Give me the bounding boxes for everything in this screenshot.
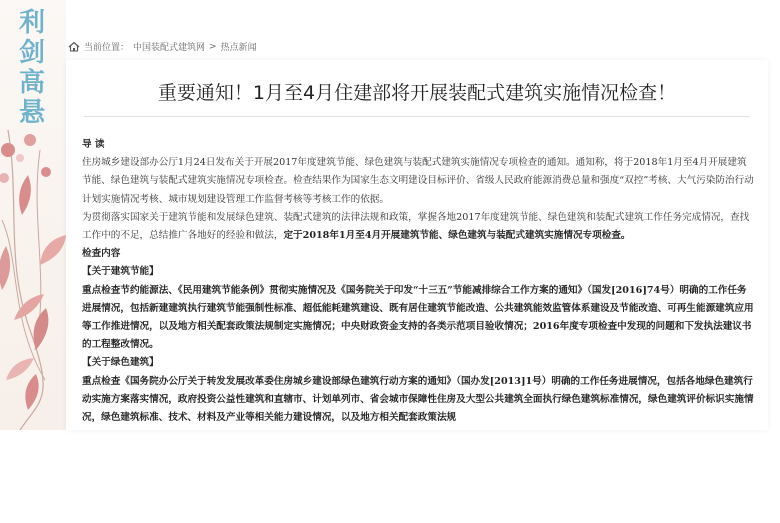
- side-title: [14, 8, 50, 128]
- lead-paragraph-emphasis: 定于2018年1月至4月开展建筑节能、绿色建筑与装配式建筑实施情况专项检查。: [283, 230, 631, 242]
- breadcrumb: [68, 40, 257, 53]
- lead-paragraph-text: 为贯彻落实国家关于建筑节能和发展绿色建筑、装配式建筑的法律法规和政策，掌握各地2017年度建筑节能、绿色建筑和装配式建筑工作任务完成情况，查找工作中的不足，总结推广各地好的经验和做法，: [82, 211, 750, 242]
- subsection-text: 重点检查《国务院办公厅关于转发发展改革委住房城乡建设部绿色建筑行动方案的通知》（国办发[2013]1号）明确的工作任务进展情况，包括各地绿色建筑行动实施方案落实情况，政府投资公益性建筑和直辖市、计划单列市、省会城市保障性住房及大型公共建筑全面执行绿色建筑标准情况，绿色建筑评价标识实施情况，绿色建筑标准、技术、材料及产业等相关能力建设情况，以及地方相关配套政策法规: [82, 375, 754, 424]
- side-banner: [0, 0, 66, 430]
- side-title-char: 悬: [18, 98, 45, 128]
- lead-paragraph: 住房城乡建设部办公厅1月24日发布关于开展2017年度建筑节能、绿色建筑与装配式建筑实施情况专项检查的通知。通知称，将于2018年1月至4月开展建筑节能、绿色建筑与装配式建筑实施情况专项检查。检查结果作为国家生态文明建设目标评价、省级人民政府能源消费总量和强度“双控”考核、大气污染防治行动计划实施情况考核、城市规划建设管理工作监督考核等考核工作的依据。: [82, 157, 754, 205]
- side-title-char: 剑: [18, 38, 45, 68]
- subsection-heading: 【关于建筑节能】: [82, 266, 159, 278]
- side-title-char: 高: [18, 68, 45, 98]
- breadcrumb-separator: >: [209, 41, 217, 52]
- home-icon[interactable]: [68, 41, 80, 52]
- subsection-text: 重点检查节约能源法、《民用建筑节能条例》贯彻实施情况及《国务院关于印发“十三五”节能减排综合工作方案的通知》（国发[2016]74号）明确的工作任务进展情况，包括新建建筑执行建筑节能强制性标准、超低能耗建筑建设、既有居住建筑节能改造、公共建筑能效监管体系建设及节能改造、可再生能源建筑应用等工作推进情况，以及地方相关配套政策法规制定实施情况；中央财政资金支持的各类示范项目验收情况；2016年度专项检查中发现的问题和下发执法建议书的工程整改情况。: [82, 284, 754, 351]
- side-title-char: 利: [18, 8, 45, 38]
- article-title: 重要通知！1月至4月住建部将开展装配式建筑实施情况检查！: [157, 82, 677, 104]
- lead-heading: 导 读: [82, 139, 105, 150]
- lead-paragraph: [82, 209, 754, 245]
- breadcrumb-prefix: 当前位置：: [84, 43, 130, 53]
- breadcrumb-home-link[interactable]: 中国装配式建筑网: [133, 43, 206, 53]
- breadcrumb-current-link[interactable]: 热点新闻: [220, 43, 257, 53]
- subsection-heading: 【关于绿色建筑】: [82, 357, 159, 369]
- title-divider: [84, 116, 750, 117]
- article-card: [66, 60, 768, 430]
- section-heading: 检查内容: [82, 248, 121, 260]
- article-body: [82, 136, 754, 427]
